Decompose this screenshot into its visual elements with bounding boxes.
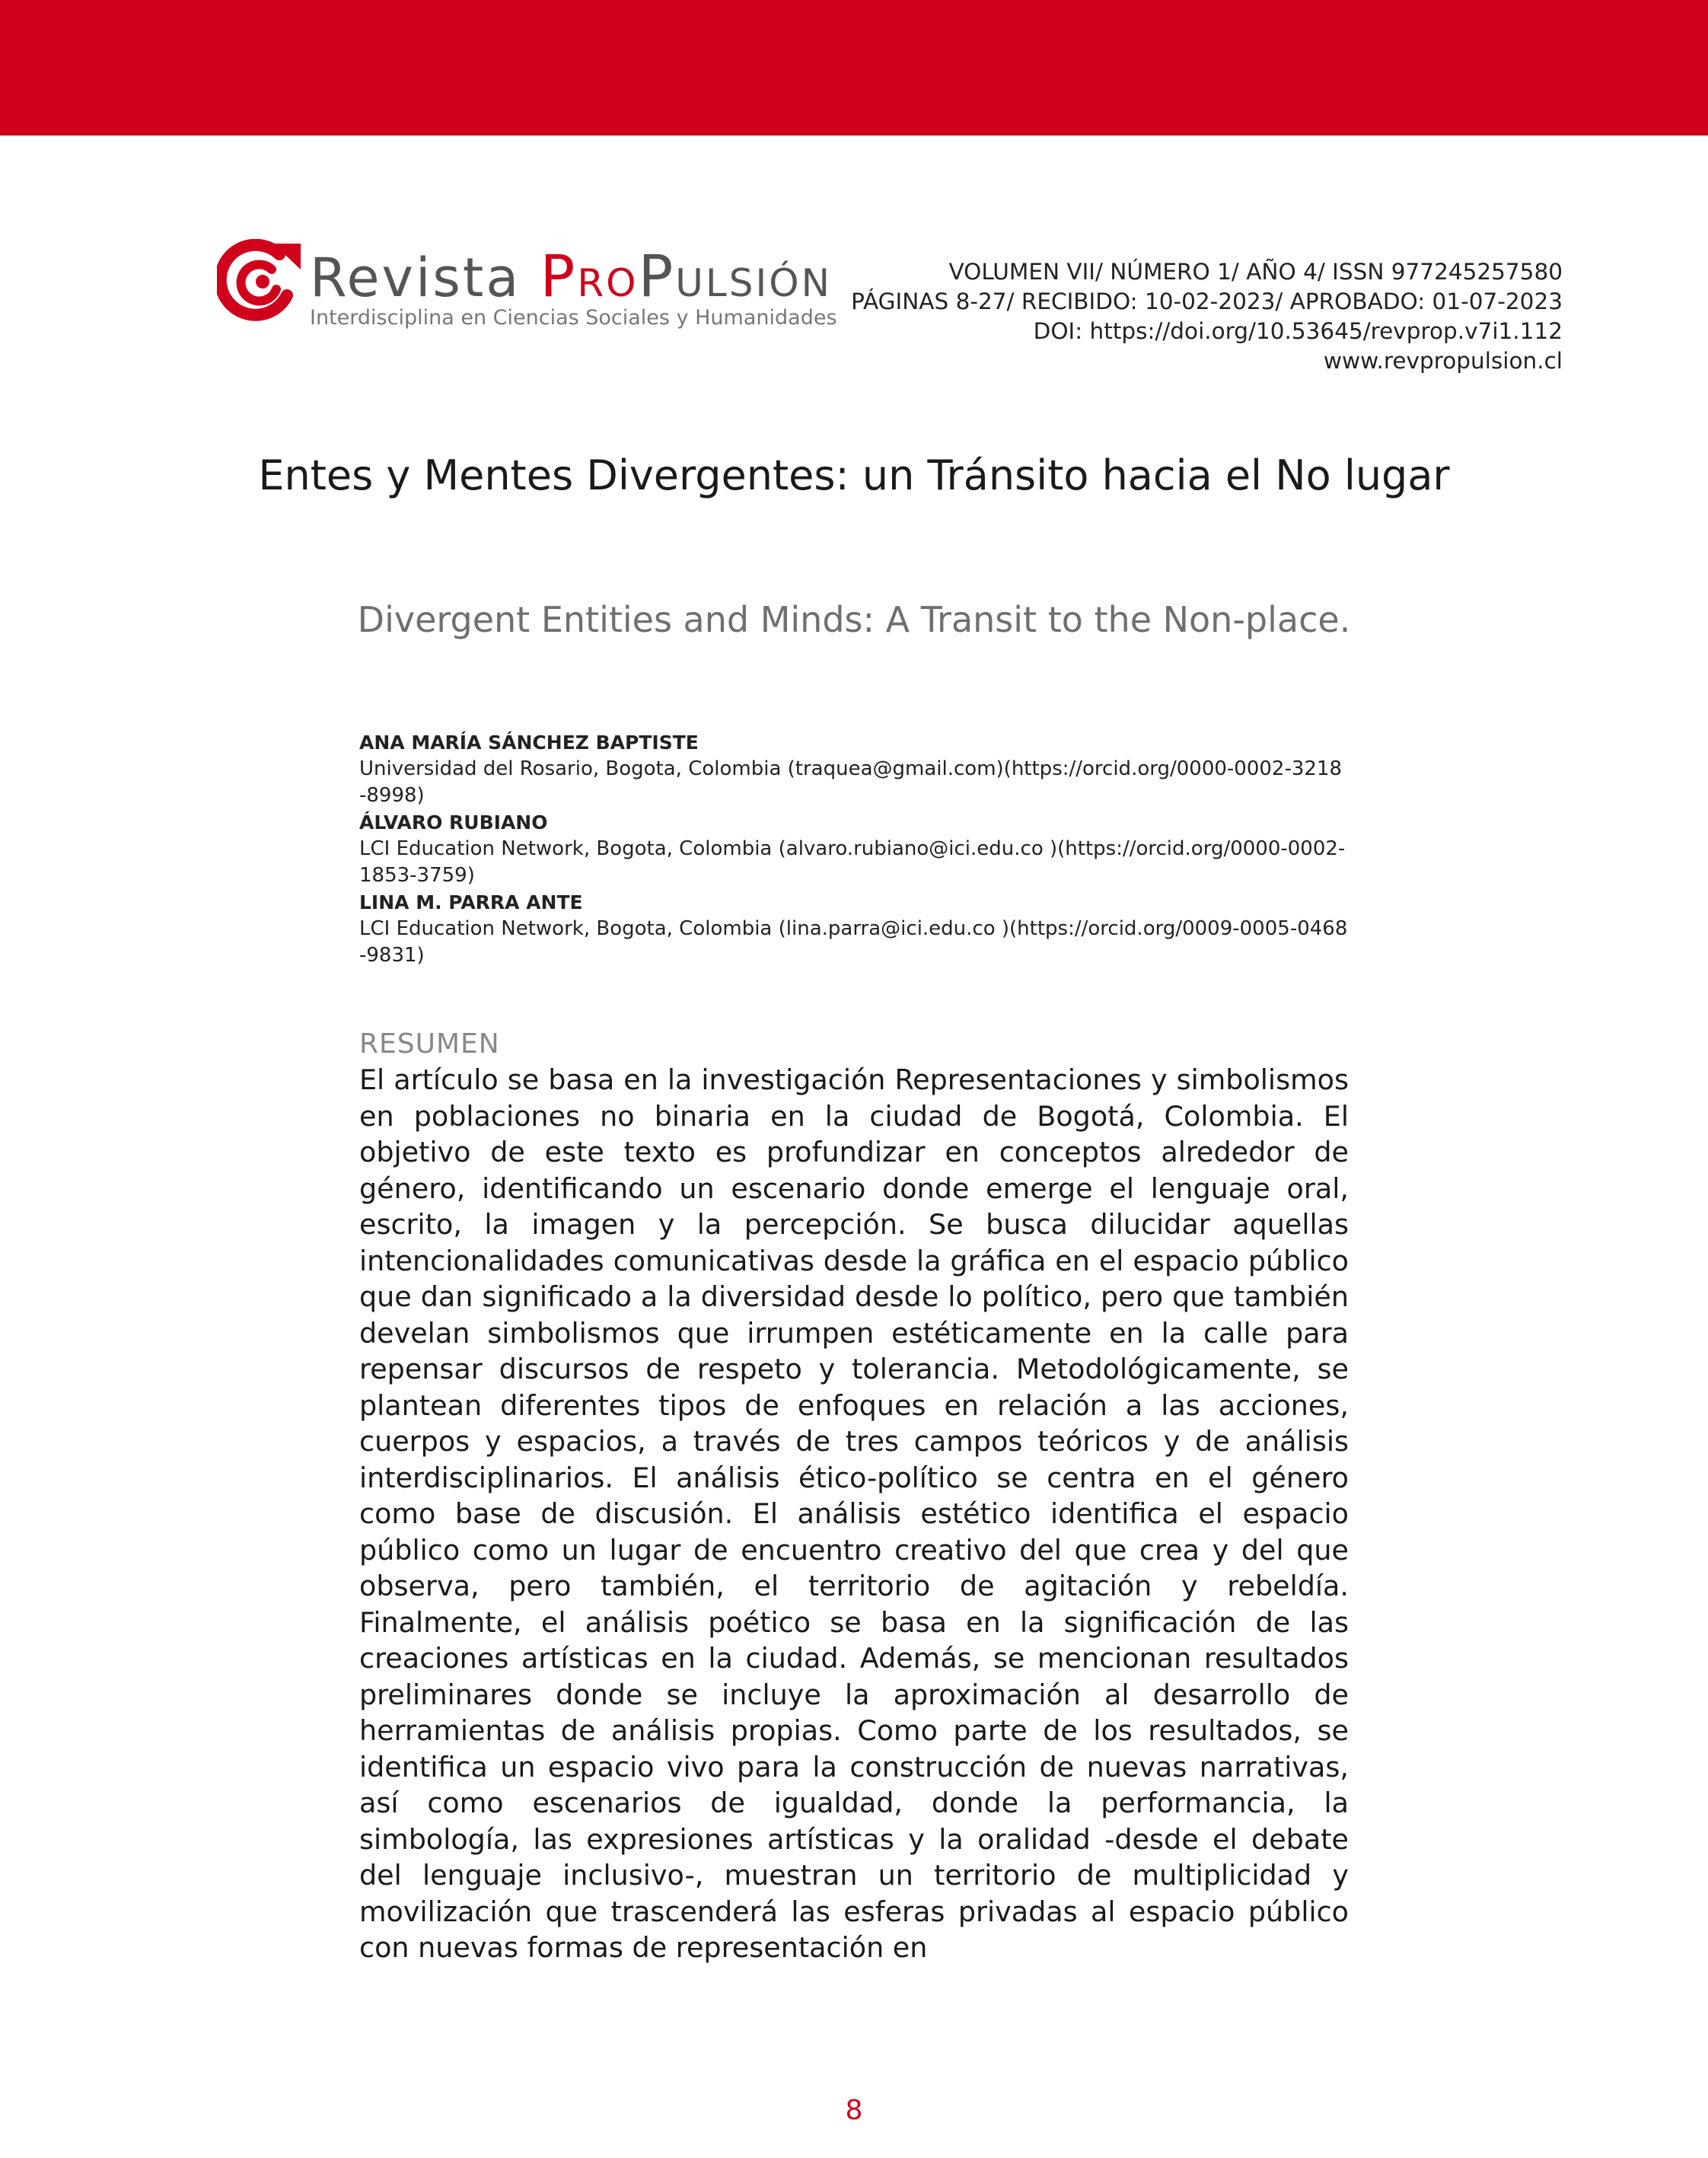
author-name: ÁLVARO RUBIANO	[359, 811, 548, 834]
journal-tagline: Interdisciplina en Ciencias Sociales y Humanidades	[310, 306, 837, 330]
article-subtitle: Divergent Entities and Minds: A Transit to the Non-place.	[357, 599, 1351, 640]
journal-name	[310, 242, 832, 310]
publication-meta	[851, 257, 1563, 376]
author-list	[359, 729, 1349, 969]
meta-website-link[interactable]: www.revpropulsion.cl	[1323, 348, 1563, 374]
author-affiliation[interactable]: LCI Education Network, Bogota, Colombia (alvaro.rubiano@ici.edu.co )(https://orcid.org/0000-0002-1853-3759)	[359, 837, 1346, 887]
journal-name-p1: P	[540, 242, 578, 310]
author-affiliation[interactable]: LCI Education Network, Bogota, Colombia (lina.parra@ici.edu.co )(https://orcid.org/0009-0005-0468-9831)	[359, 917, 1348, 967]
journal-name-prefix: Revista	[310, 247, 540, 309]
meta-pages-dates: PÁGINAS 8-27/ RECIBIDO: 10-02-2023/ APROBADO: 01-07-2023	[851, 288, 1563, 314]
propulsion-swirl-icon	[217, 239, 302, 324]
author-name: LINA M. PARRA ANTE	[359, 891, 583, 913]
page-number: 8	[845, 2095, 863, 2126]
journal-name-ro: RO	[577, 261, 639, 305]
article-title: Entes y Mentes Divergentes: un Tránsito hacia el No lugar	[258, 451, 1450, 499]
author-name: ANA MARÍA SÁNCHEZ BAPTISTE	[359, 732, 699, 754]
journal-name-rest: ULSIÓN	[675, 261, 832, 305]
journal-logo[interactable]	[217, 236, 837, 335]
author-affiliation[interactable]: Universidad del Rosario, Bogota, Colombia (traquea@gmail.com)(https://orcid.org/0000-0002-3218-8998)	[359, 757, 1342, 807]
header-band	[0, 0, 1708, 135]
abstract-heading: RESUMEN	[359, 1028, 500, 1060]
meta-volume: VOLUMEN VII/ NÚMERO 1/ AÑO 4/ ISSN 977245257580	[948, 259, 1563, 285]
abstract-body: El artículo se basa en la investigación Representaciones y simbolismos en poblaciones no binaria en la ciudad de Bogotá, Colombia. El objetivo de este texto es profundizar en conceptos alrededor de género, identificando un escenario donde emerge el lenguaje oral, escrito, la imagen y la percepción. Se busca dilucidar aquellas intencionalidades comunicativas desde la gráfica en el espacio público que dan significado a la diversidad desde lo político, pero que también develan simbolismos que irrumpen estéticamente en la calle para repensar discursos de respeto y tolerancia. Metodológicamente, se plantean diferentes tipos de enfoques en relación a las acciones, cuerpos y espacios, a través de tres campos teóricos y de análisis interdisciplinarios. El análisis ético-político se centra en el género como base de discusión. El análisis estético identifica el espacio público como un lugar de encuentro creativo del que crea y del que observa, pero también, el territorio de agitación y rebeldía. Finalmente, el análisis poético se basa en la significación de las creaciones artísticas en la ciudad. Además, se mencionan resultados preliminares donde se incluye la aproximación al desarrollo de herramientas de análisis propias. Como parte de los resultados, se identifica un espacio vivo para la construcción de nuevas narrativas, así como escenarios de igualdad, donde la performancia, la simbología, las expresiones artísticas y la oralidad -desde el debate del lenguaje inclusivo-, muestran un territorio de multiplicidad y movilización que trascenderá las esferas privadas al espacio público con nuevas formas de representación en	[359, 1063, 1349, 1964]
meta-doi-link[interactable]: DOI: https://doi.org/10.53645/revprop.v7i1.112	[1033, 318, 1563, 344]
journal-name-p2: P	[638, 242, 676, 310]
